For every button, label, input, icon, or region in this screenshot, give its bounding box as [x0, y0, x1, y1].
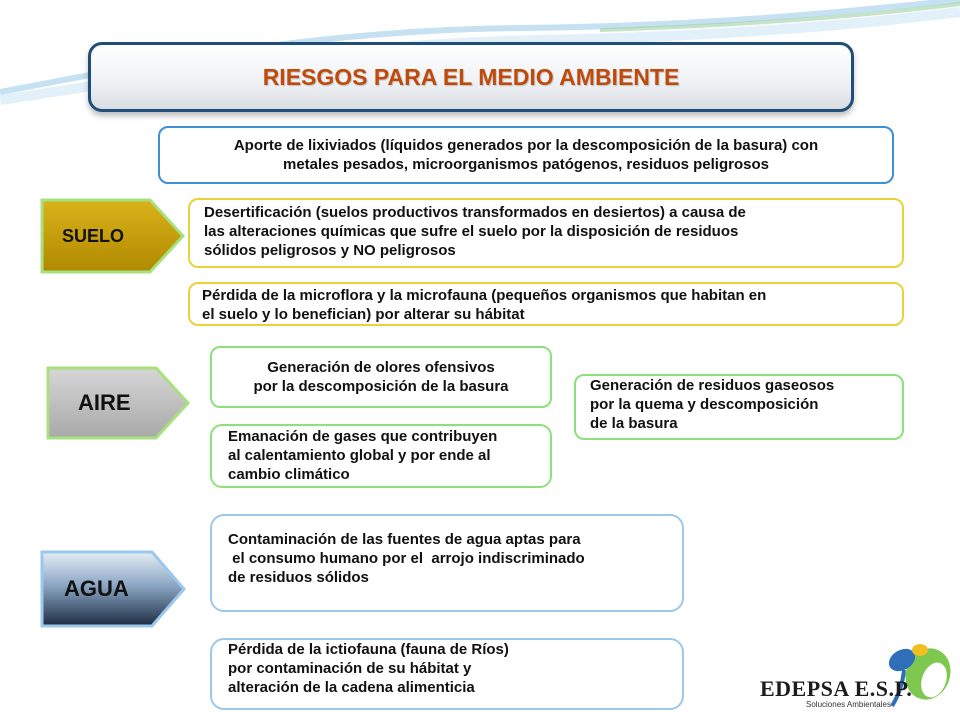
desertificacion-line-3: sólidos peligrosos y NO peligrosos	[204, 242, 456, 259]
lixiviados-line-2: metales pesados, microorganismos patógenos, residuos peligrosos	[283, 156, 769, 173]
desertificacion-line-1: Desertificación (suelos productivos transformados en desiertos) a causa de	[204, 204, 746, 221]
ictiofauna-box	[210, 638, 684, 710]
emanacion-box	[210, 424, 552, 488]
aire-label	[46, 366, 190, 440]
lixiviados-box	[158, 126, 894, 184]
emanacion-line-1: Emanación de gases que contribuyen	[228, 428, 498, 445]
aire-label-text: AIRE	[78, 390, 131, 415]
gaseosos-line-2: por la quema y descomposición	[590, 396, 819, 413]
microflora-box	[188, 282, 904, 326]
ictiofauna-line-3: alteración de la cadena alimenticia	[228, 679, 475, 696]
desertificacion-box	[188, 198, 904, 268]
olores-line-2: por la descomposición de la basura	[253, 378, 509, 395]
olores-line-1: Generación de olores ofensivos	[267, 359, 495, 376]
lixiviados-line-1: Aporte de lixiviados (líquidos generados por la descomposición de la basura) con	[233, 137, 819, 154]
contaminacion-line-2: el consumo humano por el arrojo indiscriminado	[228, 550, 585, 567]
suelo-label	[40, 198, 185, 274]
gaseosos-line-1: Generación de residuos gaseosos	[590, 377, 835, 394]
contaminacion-box	[210, 514, 684, 612]
desertificacion-line-2: las alteraciones químicas que sufre el suelo por la disposición de residuos	[204, 223, 739, 240]
gaseosos-box	[574, 374, 904, 440]
suelo-label-text: SUELO	[62, 225, 125, 246]
contaminacion-line-3: de residuos sólidos	[228, 569, 369, 586]
agua-label-text: AGUA	[64, 576, 129, 601]
logo-name: EDEPSA E.S.P.	[760, 676, 913, 701]
microflora-line-2: el suelo y lo benefician) por alterar su hábitat	[202, 306, 525, 323]
emanacion-line-3: cambio climático	[228, 466, 350, 483]
emanacion-line-2: al calentamiento global y por ende al	[228, 447, 491, 464]
page-title: RIESGOS PARA EL MEDIO AMBIENTE	[262, 63, 680, 90]
edepsa-logo	[752, 640, 956, 718]
agua-label	[40, 550, 186, 628]
title-banner	[88, 42, 854, 112]
olores-box	[210, 346, 552, 408]
contaminacion-line-1: Contaminación de las fuentes de agua aptas para	[228, 531, 581, 548]
gaseosos-line-3: de la basura	[590, 415, 678, 432]
ictiofauna-line-1: Pérdida de la ictiofauna (fauna de Ríos)	[228, 641, 509, 658]
microflora-line-1: Pérdida de la microflora y la microfauna (pequeños organismos que habitan en	[202, 287, 767, 304]
logo-tagline: Soluciones Ambientales	[806, 700, 891, 709]
ictiofauna-line-2: por contaminación de su hábitat y	[228, 660, 472, 677]
